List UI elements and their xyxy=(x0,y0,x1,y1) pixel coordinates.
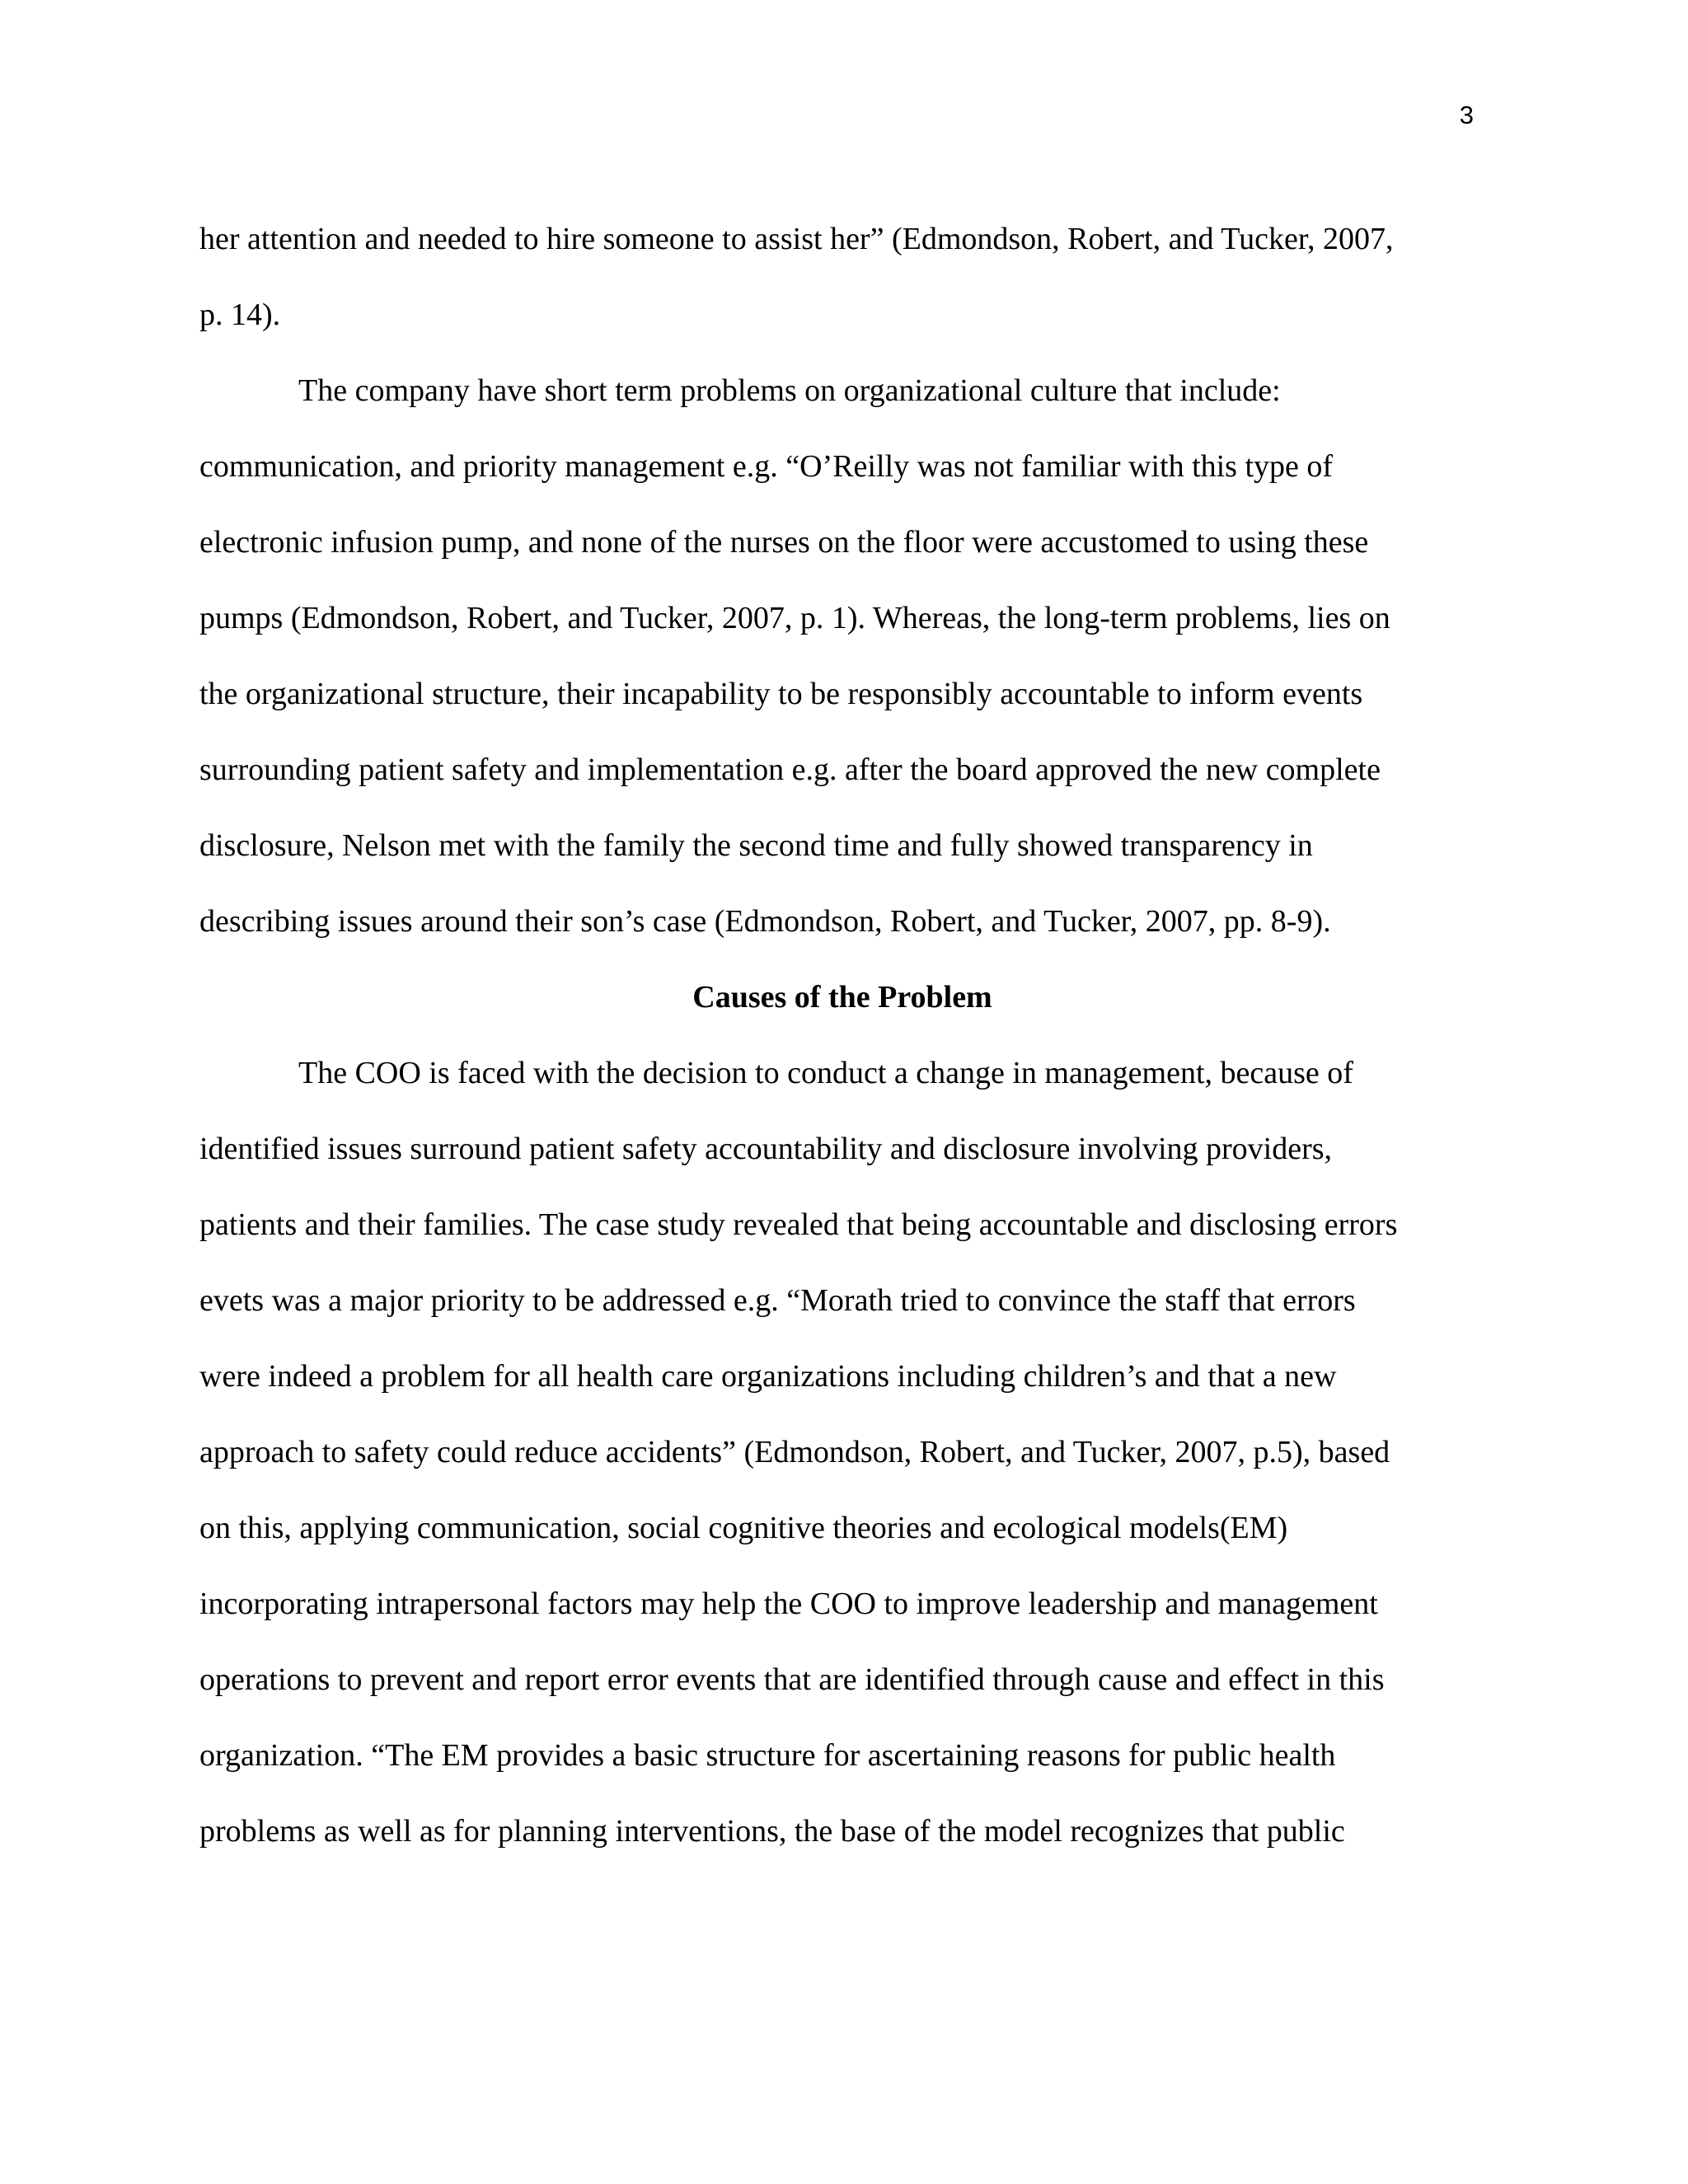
text-line: pumps (Edmondson, Robert, and Tucker, 2007, p. 1). Whereas, the long-term problems, lies on xyxy=(199,601,1390,635)
text-line: surrounding patient safety and implementation e.g. after the board approved the new complete xyxy=(199,752,1381,787)
text-line: organization. “The EM provides a basic structure for ascertaining reasons for public health xyxy=(199,1738,1336,1773)
body-text xyxy=(199,201,1485,1869)
text-line: evets was a major priority to be addressed e.g. “Morath tried to convince the staff that errors xyxy=(199,1283,1356,1318)
paragraph xyxy=(199,1035,1485,1869)
text-line: incorporating intrapersonal factors may help the COO to improve leadership and management xyxy=(199,1586,1378,1621)
text-line: problems as well as for planning interventions, the base of the model recognizes that public xyxy=(199,1814,1345,1849)
text-line: electronic infusion pump, and none of the nurses on the floor were accustomed to using these xyxy=(199,525,1369,560)
text-line: the organizational structure, their incapability to be responsibly accountable to inform events xyxy=(199,677,1363,711)
text-line: on this, applying communication, social cognitive theories and ecological models(EM) xyxy=(199,1511,1288,1545)
text-line: her attention and needed to hire someone to assist her” (Edmondson, Robert, and Tucker, 2007, xyxy=(199,222,1394,256)
page-number: 3 xyxy=(1459,101,1474,129)
text-line: disclosure, Nelson met with the family the second time and fully showed transparency in xyxy=(199,828,1313,863)
text-line: communication, and priority management e.g. “O’Reilly was not familiar with this type of xyxy=(199,449,1334,484)
text-line: approach to safety could reduce accidents” (Edmondson, Robert, and Tucker, 2007, p.5), based xyxy=(199,1435,1390,1469)
text-line: identified issues surround patient safety accountability and disclosure involving providers, xyxy=(199,1132,1333,1166)
section-heading: Causes of the Problem xyxy=(692,980,992,1015)
text-line: The company have short term problems on organizational culture that include: xyxy=(298,373,1281,408)
paragraph xyxy=(199,353,1485,959)
text-line: patients and their families. The case study revealed that being accountable and disclosing errors xyxy=(199,1207,1398,1242)
text-line: operations to prevent and report error events that are identified through cause and effect in this xyxy=(199,1662,1385,1697)
text-line: describing issues around their son’s case (Edmondson, Robert, and Tucker, 2007, pp. 8-9). xyxy=(199,904,1331,939)
text-line: were indeed a problem for all health care organizations including children’s and that a new xyxy=(199,1359,1337,1394)
paragraph xyxy=(199,201,1485,353)
text-line: The COO is faced with the decision to conduct a change in management, because of xyxy=(298,1056,1353,1090)
text-line: p. 14). xyxy=(199,298,281,332)
